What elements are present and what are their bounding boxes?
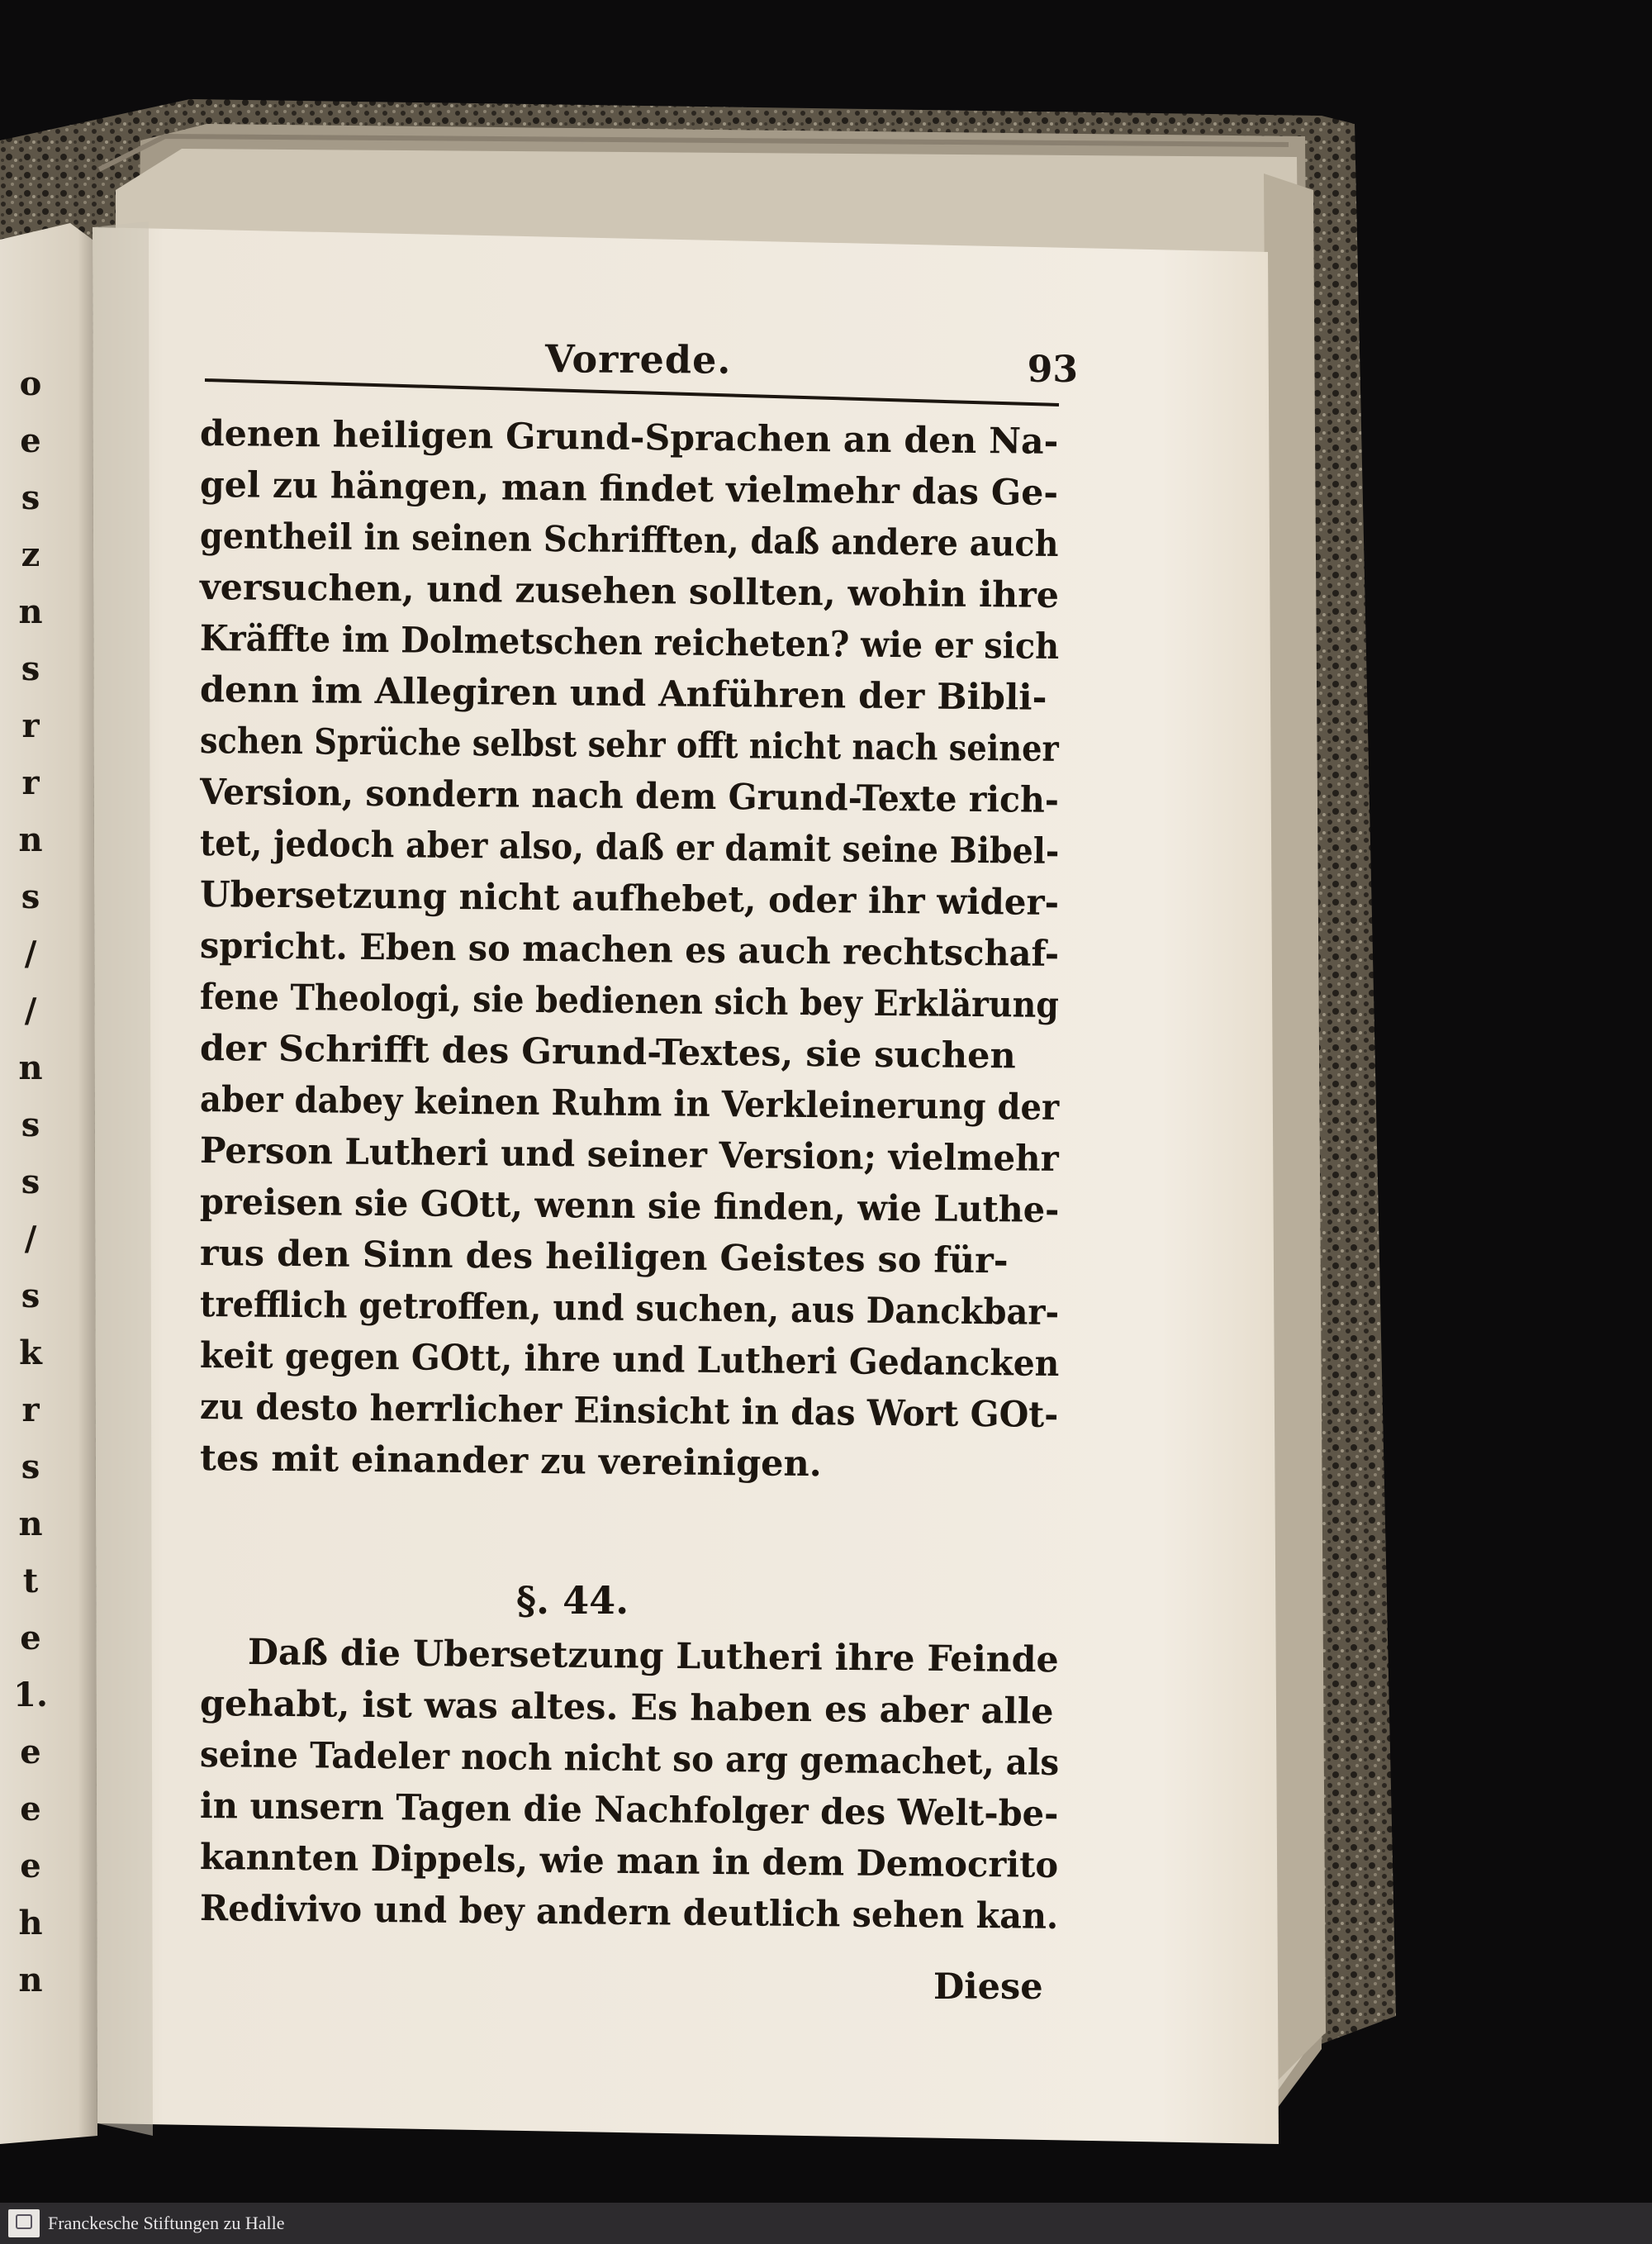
left-fragment: / xyxy=(24,991,37,1030)
section-line-03: seine Tadeler noch nicht so arg gemachet, als xyxy=(199,1734,1060,1784)
section-line-01: Daß die Ubersetzung Lutheri ihre Feinde xyxy=(247,1632,1059,1681)
body-line-12: fene Theologi, sie bedienen sich bey Erklärung xyxy=(199,977,1060,1026)
left-fragment: n xyxy=(18,820,43,859)
body-line-05: Kräffte im Dolmetschen reicheten? wie er sich xyxy=(199,618,1060,668)
left-fragment: z xyxy=(21,535,40,574)
body-line-21: tes mit einander zu vereinigen. xyxy=(199,1438,823,1486)
body-line-09: tet, jedoch aber also, daß er damit seine Bibel- xyxy=(199,823,1060,872)
left-fragment: / xyxy=(24,1219,37,1258)
left-fragment: s xyxy=(21,1105,40,1144)
left-fragment: r xyxy=(21,1391,40,1429)
section-line-02: gehabt, ist was altes. Es haben es aber alle xyxy=(199,1683,1054,1733)
body-line-18: trefflich getroffen, und suchen, aus Danckbar- xyxy=(199,1284,1060,1334)
body-line-17: rus den Sinn des heiligen Geistes so für- xyxy=(199,1233,1009,1282)
left-fragment: n xyxy=(18,592,43,631)
body-line-14: aber dabey keinen Ruhm in Verkleinerung der xyxy=(199,1079,1060,1129)
left-fragment: s xyxy=(21,1448,40,1486)
left-fragment: s xyxy=(21,1277,40,1315)
left-fragment: t xyxy=(22,1562,39,1600)
left-fragment: e xyxy=(20,1733,41,1771)
body-line-11: spricht. Eben so machen es auch rechtschaf- xyxy=(199,925,1060,975)
left-page-fragments xyxy=(7,355,55,2009)
left-fragment: s xyxy=(21,1162,40,1201)
left-fragment: e xyxy=(20,1619,41,1657)
section-line-06: Redivivo und bey andern deutlich sehen kan. xyxy=(199,1888,1059,1937)
left-fragment: e xyxy=(20,1790,41,1828)
left-fragment: h xyxy=(18,1904,43,1942)
institution-logo-icon xyxy=(8,2209,40,2237)
left-fragment: s xyxy=(21,877,40,916)
left-fragment: o xyxy=(19,364,42,403)
left-fragment: 1. xyxy=(13,1676,48,1714)
left-fragment: r xyxy=(21,706,40,745)
left-fragment: r xyxy=(21,763,40,802)
section-line-04: in unsern Tagen die Nachfolger des Welt-be- xyxy=(199,1785,1059,1835)
footer-institution: Franckesche Stiftungen zu Halle xyxy=(48,2213,285,2233)
section-line-05: kannten Dippels, wie man in dem Democrito xyxy=(199,1837,1059,1886)
body-line-07: schen Sprüche selbst sehr offt nicht nach seiner xyxy=(199,720,1059,770)
running-header-title: Vorrede. xyxy=(544,336,732,383)
left-fragment: s xyxy=(21,478,40,517)
body-line-13: der Schrifft des Grund-Textes, sie suchen xyxy=(199,1028,1017,1077)
body-line-06: denn im Allegiren und Anführen der Bibli- xyxy=(199,669,1047,719)
body-line-02: gel zu hängen, man findet vielmehr das Ge- xyxy=(199,464,1059,514)
body-line-16: preisen sie GOtt, wenn sie finden, wie Luthe- xyxy=(199,1181,1060,1231)
section-heading: §. 44. xyxy=(516,1578,629,1623)
body-line-03: gentheil in seinen Schrifften, daß andere auch xyxy=(199,516,1059,565)
left-fragment: n xyxy=(18,1961,43,1999)
left-fragment: e xyxy=(20,421,41,460)
left-fragment: n xyxy=(18,1505,43,1543)
body-line-15: Person Lutheri und seiner Version; vielmehr xyxy=(199,1130,1059,1180)
left-fragment: k xyxy=(19,1334,42,1372)
body-line-01: denen heiligen Grund-Sprachen an den Na- xyxy=(199,413,1059,463)
left-fragment: s xyxy=(21,649,40,688)
page-number: 93 xyxy=(1027,349,1078,391)
body-line-10: Ubersetzung nicht aufhebet, oder ihr wider- xyxy=(199,874,1060,924)
body-line-20: zu desto herrlicher Einsicht in das Wort GOt- xyxy=(199,1386,1059,1436)
left-fragment: / xyxy=(24,934,37,973)
body-line-04: versuchen, und zusehen sollten, wohin ihre xyxy=(199,567,1060,616)
left-fragment: e xyxy=(20,1847,41,1885)
left-fragment: n xyxy=(18,1048,43,1087)
body-line-19: keit gegen GOtt, ihre und Lutheri Gedancken xyxy=(199,1335,1060,1385)
body-line-08: Version, sondern nach dem Grund-Texte rich- xyxy=(199,772,1060,821)
catchword: Diese xyxy=(933,1966,1043,2008)
